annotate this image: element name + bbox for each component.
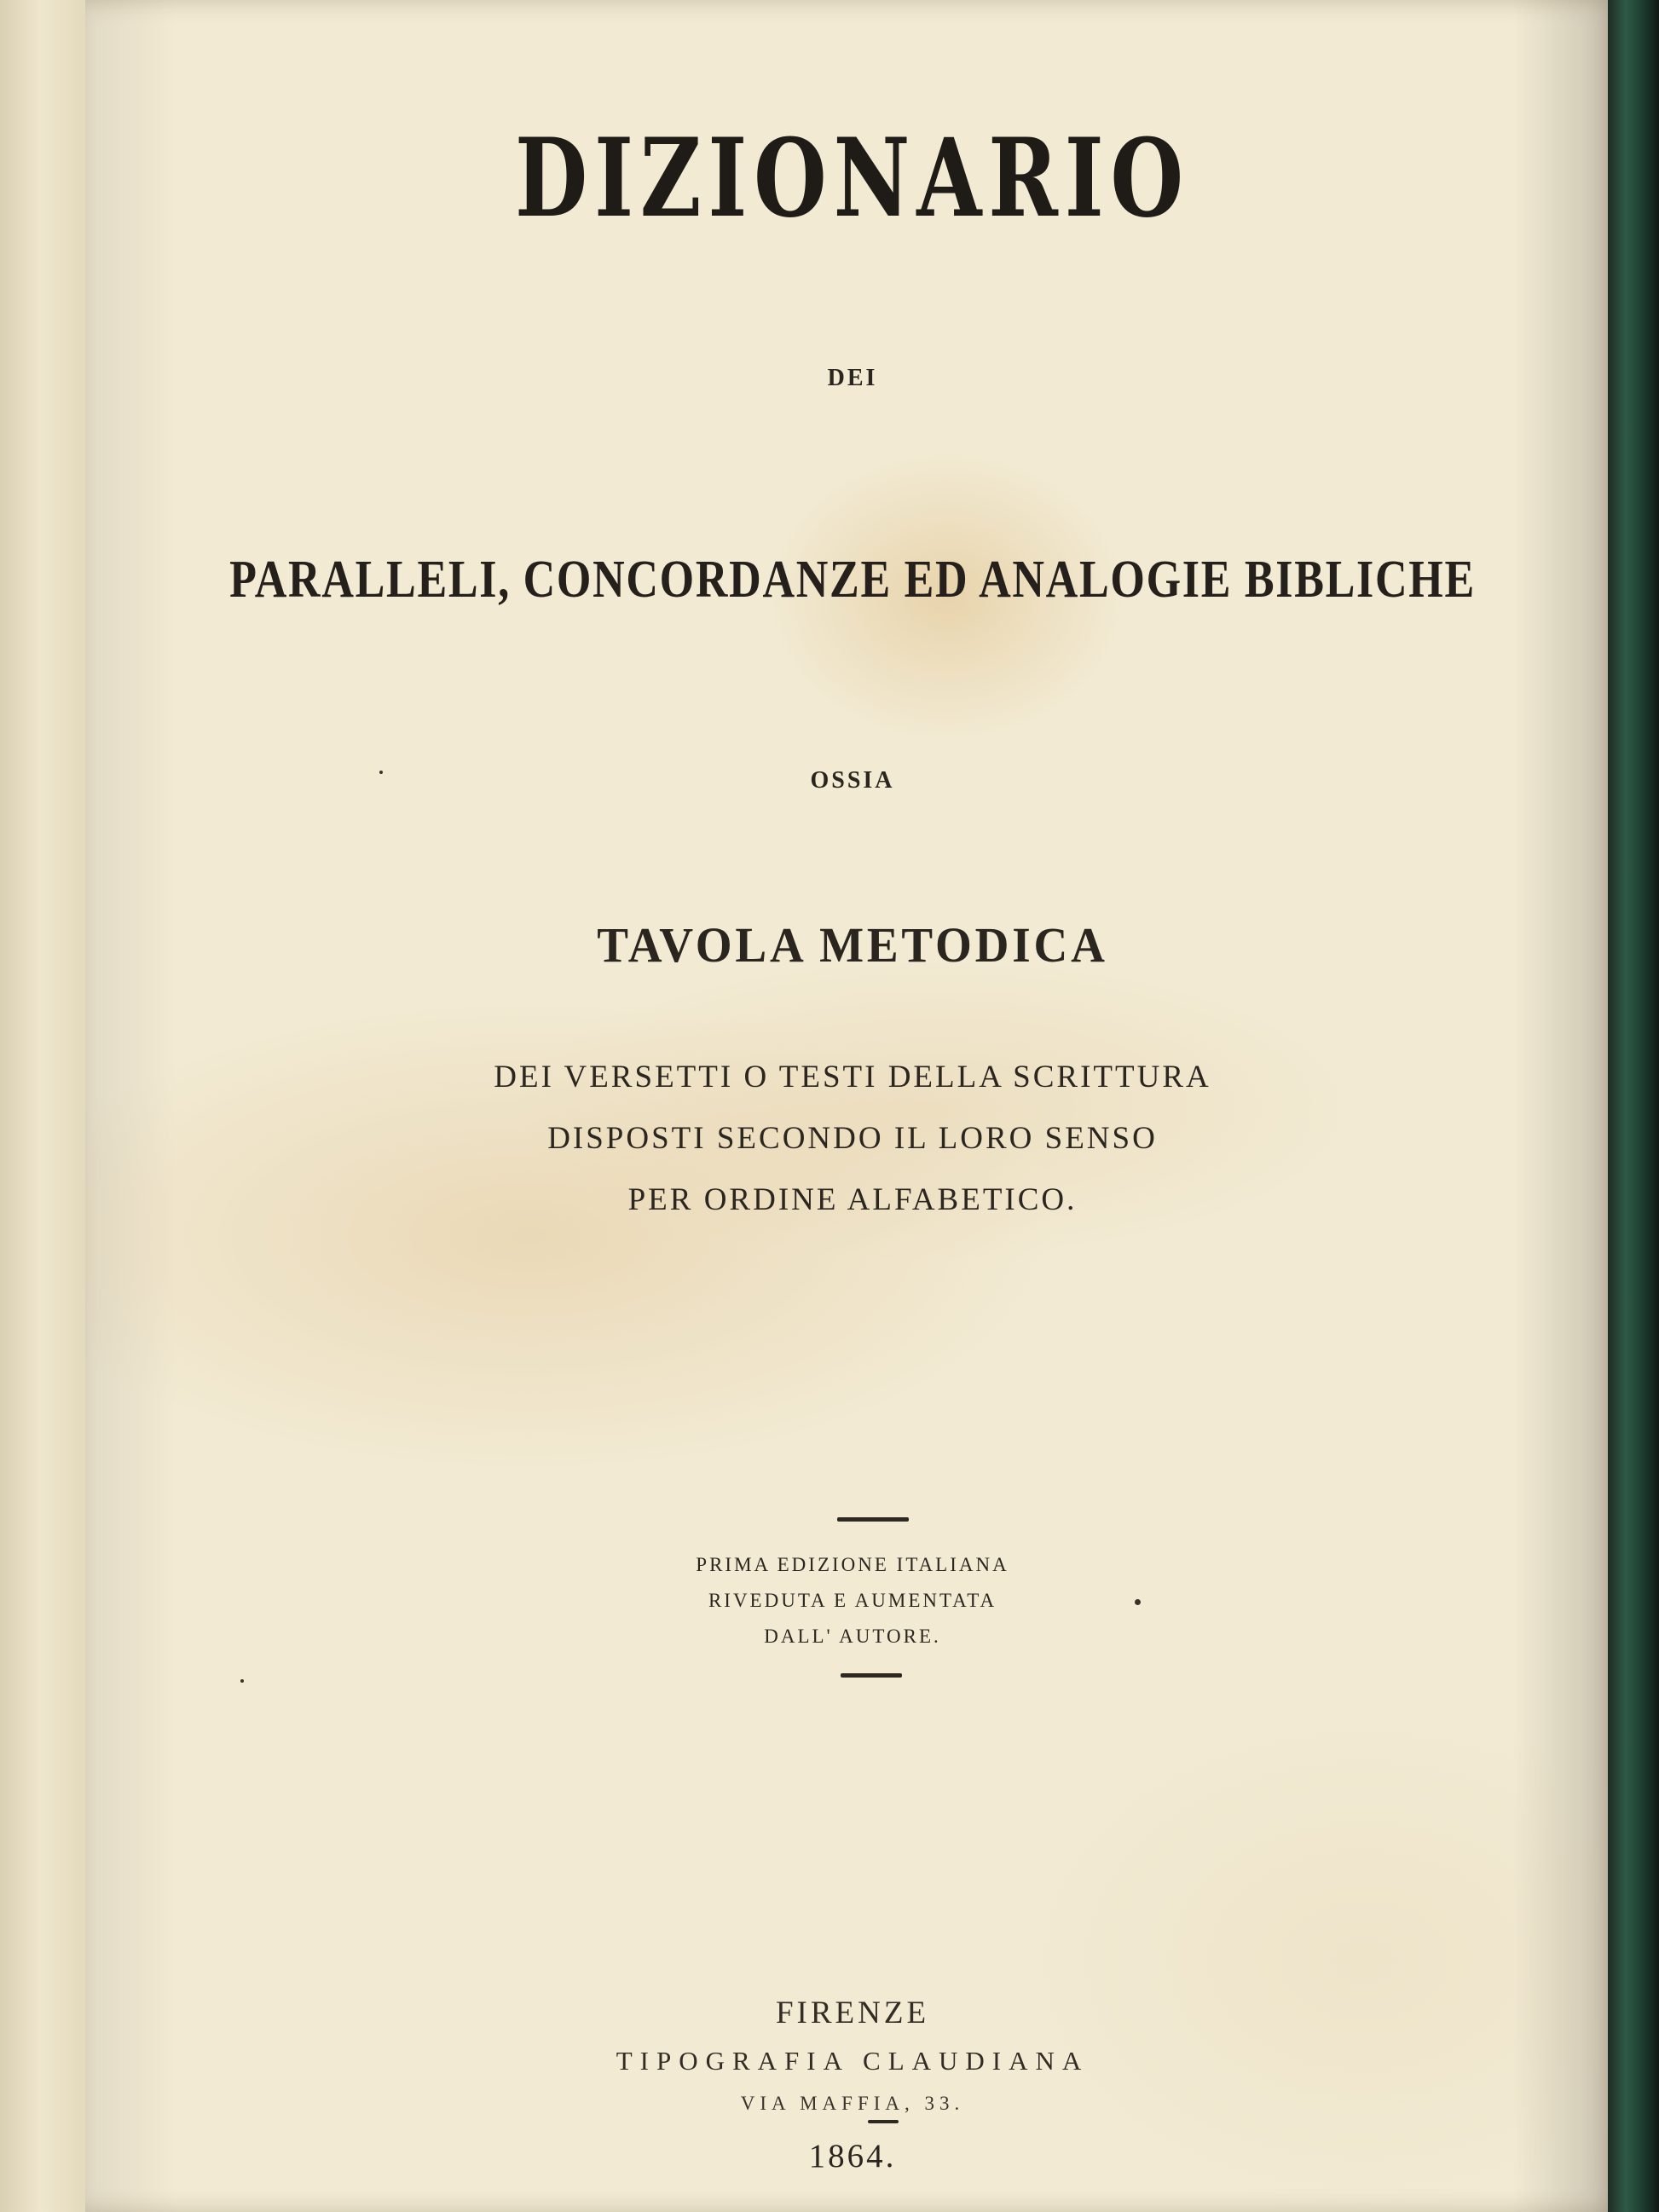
divider-rule-top: [837, 1517, 909, 1522]
description-line: DISPOSTI SECONDO IL LORO SENSO: [547, 1121, 1158, 1156]
description-line: DEI VERSETTI O TESTI DELLA SCRITTURA: [494, 1060, 1211, 1094]
divider-rule-year: [868, 2120, 899, 2123]
description-block: [85, 1047, 1620, 1231]
title-page: [85, 0, 1620, 2212]
edition-line: RIVEDUTA E AUMENTATA: [708, 1590, 997, 1611]
secondary-title: TAVOLA METODICA: [597, 917, 1108, 973]
connector-ossia: OSSIA: [810, 767, 895, 794]
imprint-city: FIRENZE: [775, 1995, 930, 2030]
connector-dei: DEI: [827, 365, 878, 391]
ink-speck: [240, 1679, 244, 1683]
ink-speck: [1135, 1599, 1141, 1605]
main-title: DIZIONARIO: [515, 115, 1190, 241]
imprint-address: VIA MAFFIA, 33.: [740, 2093, 965, 2114]
description-line: PER ORDINE ALFABETICO.: [627, 1182, 1078, 1217]
divider-rule-bottom: [841, 1673, 902, 1678]
ink-speck: [379, 771, 383, 774]
imprint-year: 1864.: [808, 2138, 897, 2174]
edition-block: [85, 1547, 1620, 1655]
imprint-printer: TIPOGRAFIA CLAUDIANA: [616, 2046, 1090, 2076]
subtitle: PARALLELI, CONCORDANZE ED ANALOGIE BIBLICHE: [229, 551, 1476, 609]
edition-line: PRIMA EDIZIONE ITALIANA: [696, 1554, 1009, 1575]
book-cover-edge: [1608, 0, 1659, 2212]
edition-line: DALL' AUTORE.: [764, 1626, 941, 1647]
